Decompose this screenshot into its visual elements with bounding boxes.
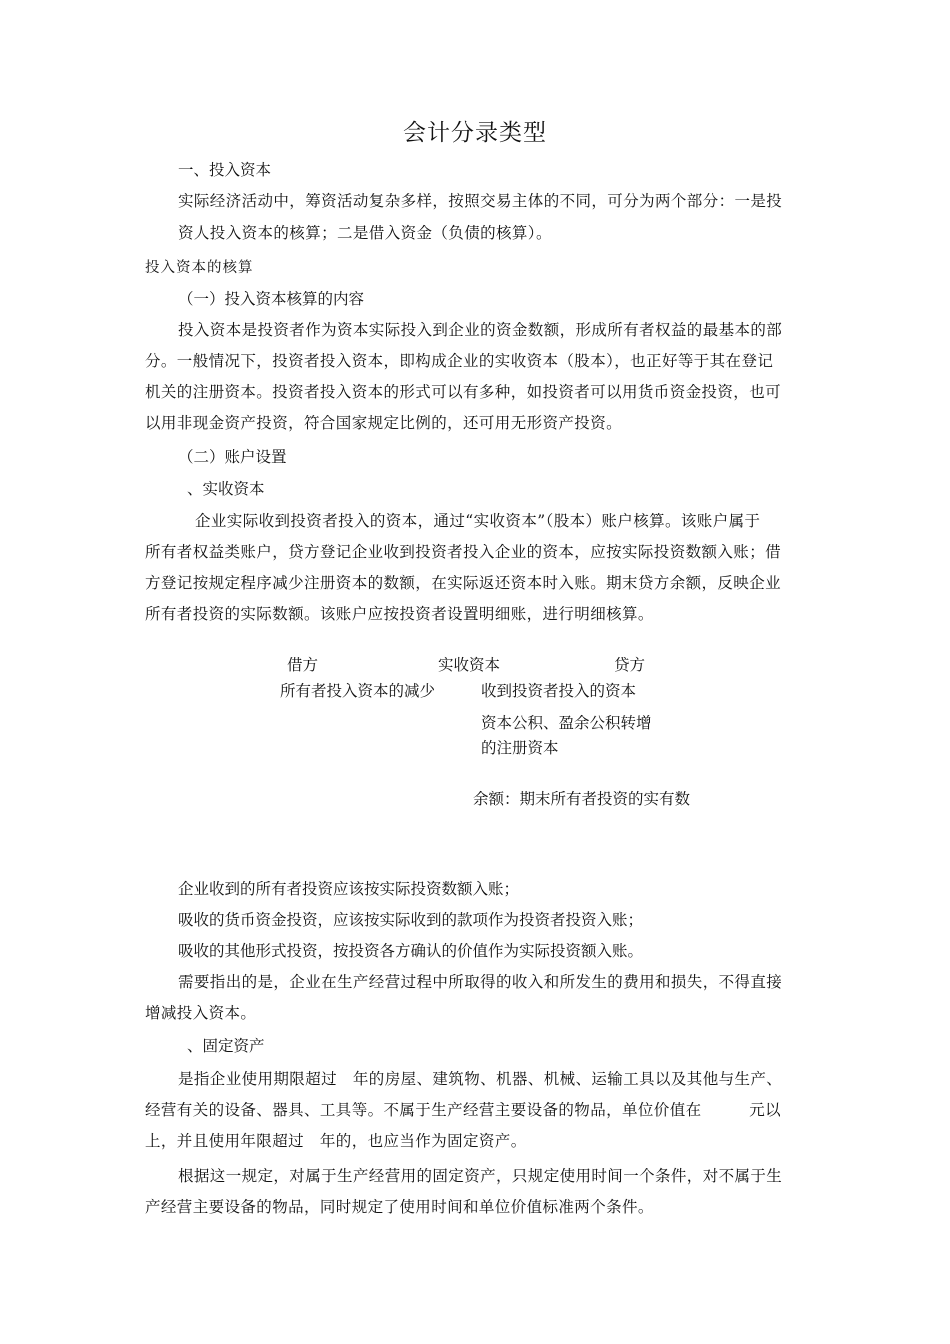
item-paid-in-capital: 、实收资本 — [187, 480, 265, 498]
sub-heading: 投入资本的核算 — [145, 260, 254, 276]
part1-line-2: 分。一般情况下，投资者投入资本，即构成企业的实收资本（股本），也正好等于其在登记 — [145, 352, 774, 370]
page-title: 会计分录类型 — [403, 120, 547, 146]
t-account-name: 实收资本 — [438, 656, 501, 674]
part1-line-4: 以用非现金资产投资，符合国家规定比例的，还可用无形资产投资。 — [145, 414, 623, 432]
t-account-debit-label: 借方 — [287, 656, 319, 674]
fixed2-line-1: 根据这一规定，对属于生产经营用的固定资产，只规定使用时间一个条件，对不属于生 — [178, 1167, 783, 1185]
note-line-1: 需要指出的是，企业在生产经营过程中所取得的收入和所发生的费用和损失，不得直接 — [178, 973, 783, 991]
fixed2-line-2: 产经营主要设备的物品，同时规定了使用时间和单位价值标准两个条件。 — [145, 1198, 654, 1216]
part2-heading: （二）账户设置 — [178, 448, 287, 466]
rule-line-3: 吸收的其他形式投资，按投资各方确认的价值作为实际投资额入账。 — [178, 942, 644, 960]
t-account-debit-entry: 所有者投入资本的减少 — [280, 682, 436, 700]
t-account-credit-entry-2a: 资本公积、盈余公积转增 — [481, 714, 652, 732]
fixed-line-3: 上，并且使用年限超过 年的，也应当作为固定资产。 — [145, 1132, 527, 1150]
item-fixed-assets: 、固定资产 — [187, 1037, 265, 1055]
part1-heading: （一）投入资本核算的内容 — [178, 290, 365, 308]
part1-line-3: 机关的注册资本。投资者投入资本的形式可以有多种，如投资者可以用货币资金投资，也可 — [145, 383, 782, 401]
section-heading-investment: 一、投入资本 — [178, 161, 272, 179]
t-account-credit-entry-2b: 的注册资本 — [481, 739, 559, 757]
note-line-2: 增减投入资本。 — [145, 1004, 257, 1022]
part1-line-1: 投入资本是投资者作为资本实际投入到企业的资金数额，形成所有者权益的最基本的部 — [178, 321, 783, 339]
rule-line-2: 吸收的货币资金投资，应该按实际收到的款项作为投资者投资入账； — [178, 911, 644, 929]
t-account-balance: 余额：期末所有者投资的实有数 — [473, 790, 691, 808]
t-account-credit-label: 贷方 — [614, 656, 646, 674]
paid-in-line-1: 企业实际收到投资者投入的资本，通过“实收资本”（股本）账户核算。该账户属于 — [195, 512, 761, 530]
paid-in-line-4: 所有者投资的实际数额。该账户应按投资者设置明细账，进行明细核算。 — [145, 605, 654, 623]
fixed-line-2: 经营有关的设备、器具、工具等。不属于生产经营主要设备的物品，单位价值在 元以 — [145, 1101, 782, 1119]
intro-line-1: 实际经济活动中，筹资活动复杂多样，按照交易主体的不同，可分为两个部分：一是投 — [178, 192, 783, 210]
fixed-line-1: 是指企业使用期限超过 年的房屋、建筑物、机器、机械、运输工具以及其他与生产、 — [178, 1070, 783, 1088]
t-account-credit-entry-1: 收到投资者投入的资本 — [481, 682, 637, 700]
paid-in-line-2: 所有者权益类账户，贷方登记企业收到投资者投入企业的资本，应按实际投资数额入账；借 — [145, 543, 782, 561]
paid-in-line-3: 方登记按规定程序减少注册资本的数额，在实际返还资本时入账。期末贷方余额，反映企业 — [145, 574, 782, 592]
rule-line-1: 企业收到的所有者投资应该按实际投资数额入账； — [178, 880, 520, 898]
intro-line-2: 资人投入资本的核算；二是借入资金（负债的核算）。 — [178, 224, 552, 242]
